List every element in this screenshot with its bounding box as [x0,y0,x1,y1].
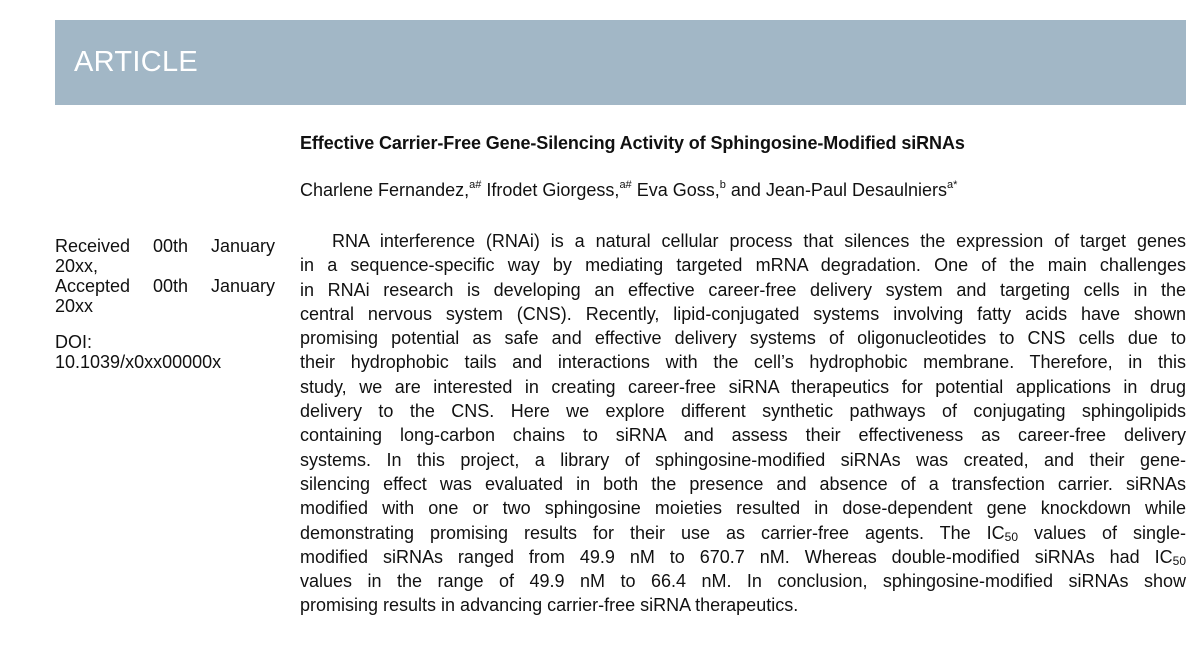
abstract-line: promising results in advancing carrier-free siRNA therapeutics. [300,595,799,616]
accepted-year: 20xx [55,296,94,316]
author-name: Charlene Fernandez, [300,180,470,200]
ic50-subscript: 50 [1004,529,1018,544]
author-name: Ifrodet Giorgess, [486,180,620,200]
author-affiliation: b [719,179,726,191]
doi-value: 10.1039/x0xx00000x [55,352,222,372]
abstract-line: in RNAi research is developing an effective career-free delivery system and targeting cells in the [300,279,1186,300]
doi-label: DOI: [55,332,93,352]
abstract-line [300,521,1186,545]
article-header [300,130,1186,202]
abstract-line: delivery to the CNS. Here we explore different synthetic pathways of conjugating sphingolipids [300,401,1186,422]
abstract-line: RNA interference (RNAi) is a natural cellular process that silences the expression of target genes [332,231,1186,251]
abstract-line: central nervous system (CNS). Recently, lipid-conjugated systems involving fatty acids have shown [300,303,1186,324]
author-affiliation: a* [947,179,958,191]
article-title: Effective Carrier-Free Gene-Silencing Activity of Sphingosine-Modified siRNAs [300,133,965,153]
received-date: Received 00th January [55,236,275,256]
abstract-line: values in the range of 49.9 nM to 66.4 nM. In conclusion, sphingosine-modified siRNAs show [300,571,1186,592]
abstract-text: values of single- [1018,522,1186,543]
abstract-line: systems. In this project, a library of sphingosine-modified siRNAs was created, and their gene- [300,449,1186,470]
author-affiliation: a# [619,179,632,191]
article-metadata-sidebar [55,236,275,372]
author-name: and Jean-Paul Desaulniers [730,180,948,200]
abstract-line: containing long-carbon chains to siRNA and assess their effectiveness as career-free delivery [300,425,1186,446]
abstract-line: modified with one or two sphingosine moieties resulted in dose-dependent gene knockdown while [300,498,1186,519]
abstract-text: demonstrating promising results for their use as carrier-free agents. The IC [300,522,1005,543]
article-type-label: ARTICLE [74,46,199,78]
received-year: 20xx, [55,256,99,276]
abstract [300,229,1186,618]
ic50-subscript: 50 [1172,553,1186,568]
author-list [300,178,1186,202]
abstract-line [300,545,1186,569]
abstract-line: promising potential as safe and effective delivery systems of oligonucleotides to CNS cells due to [300,328,1186,349]
author-name: Eva Goss, [636,180,720,200]
abstract-line: silencing effect was evaluated in both the presence and absence of a transfection carrier. siRNAs [300,473,1186,494]
author-affiliation: a# [469,179,482,191]
abstract-text: modified siRNAs ranged from 49.9 nM to 670.7 nM. Whereas double-modified siRNAs had IC [300,546,1173,567]
abstract-line: in a sequence-specific way by mediating targeted mRNA degradation. One of the main challenges [300,255,1186,276]
article-type-banner [55,20,1186,105]
accepted-date: Accepted 00th January [55,276,275,296]
abstract-line: their hydrophobic tails and interactions with the cell’s hydrophobic membrane. Therefore, in this [300,352,1186,373]
abstract-line: study, we are interested in creating career-free siRNA therapeutics for potential applications in drug [300,376,1186,397]
